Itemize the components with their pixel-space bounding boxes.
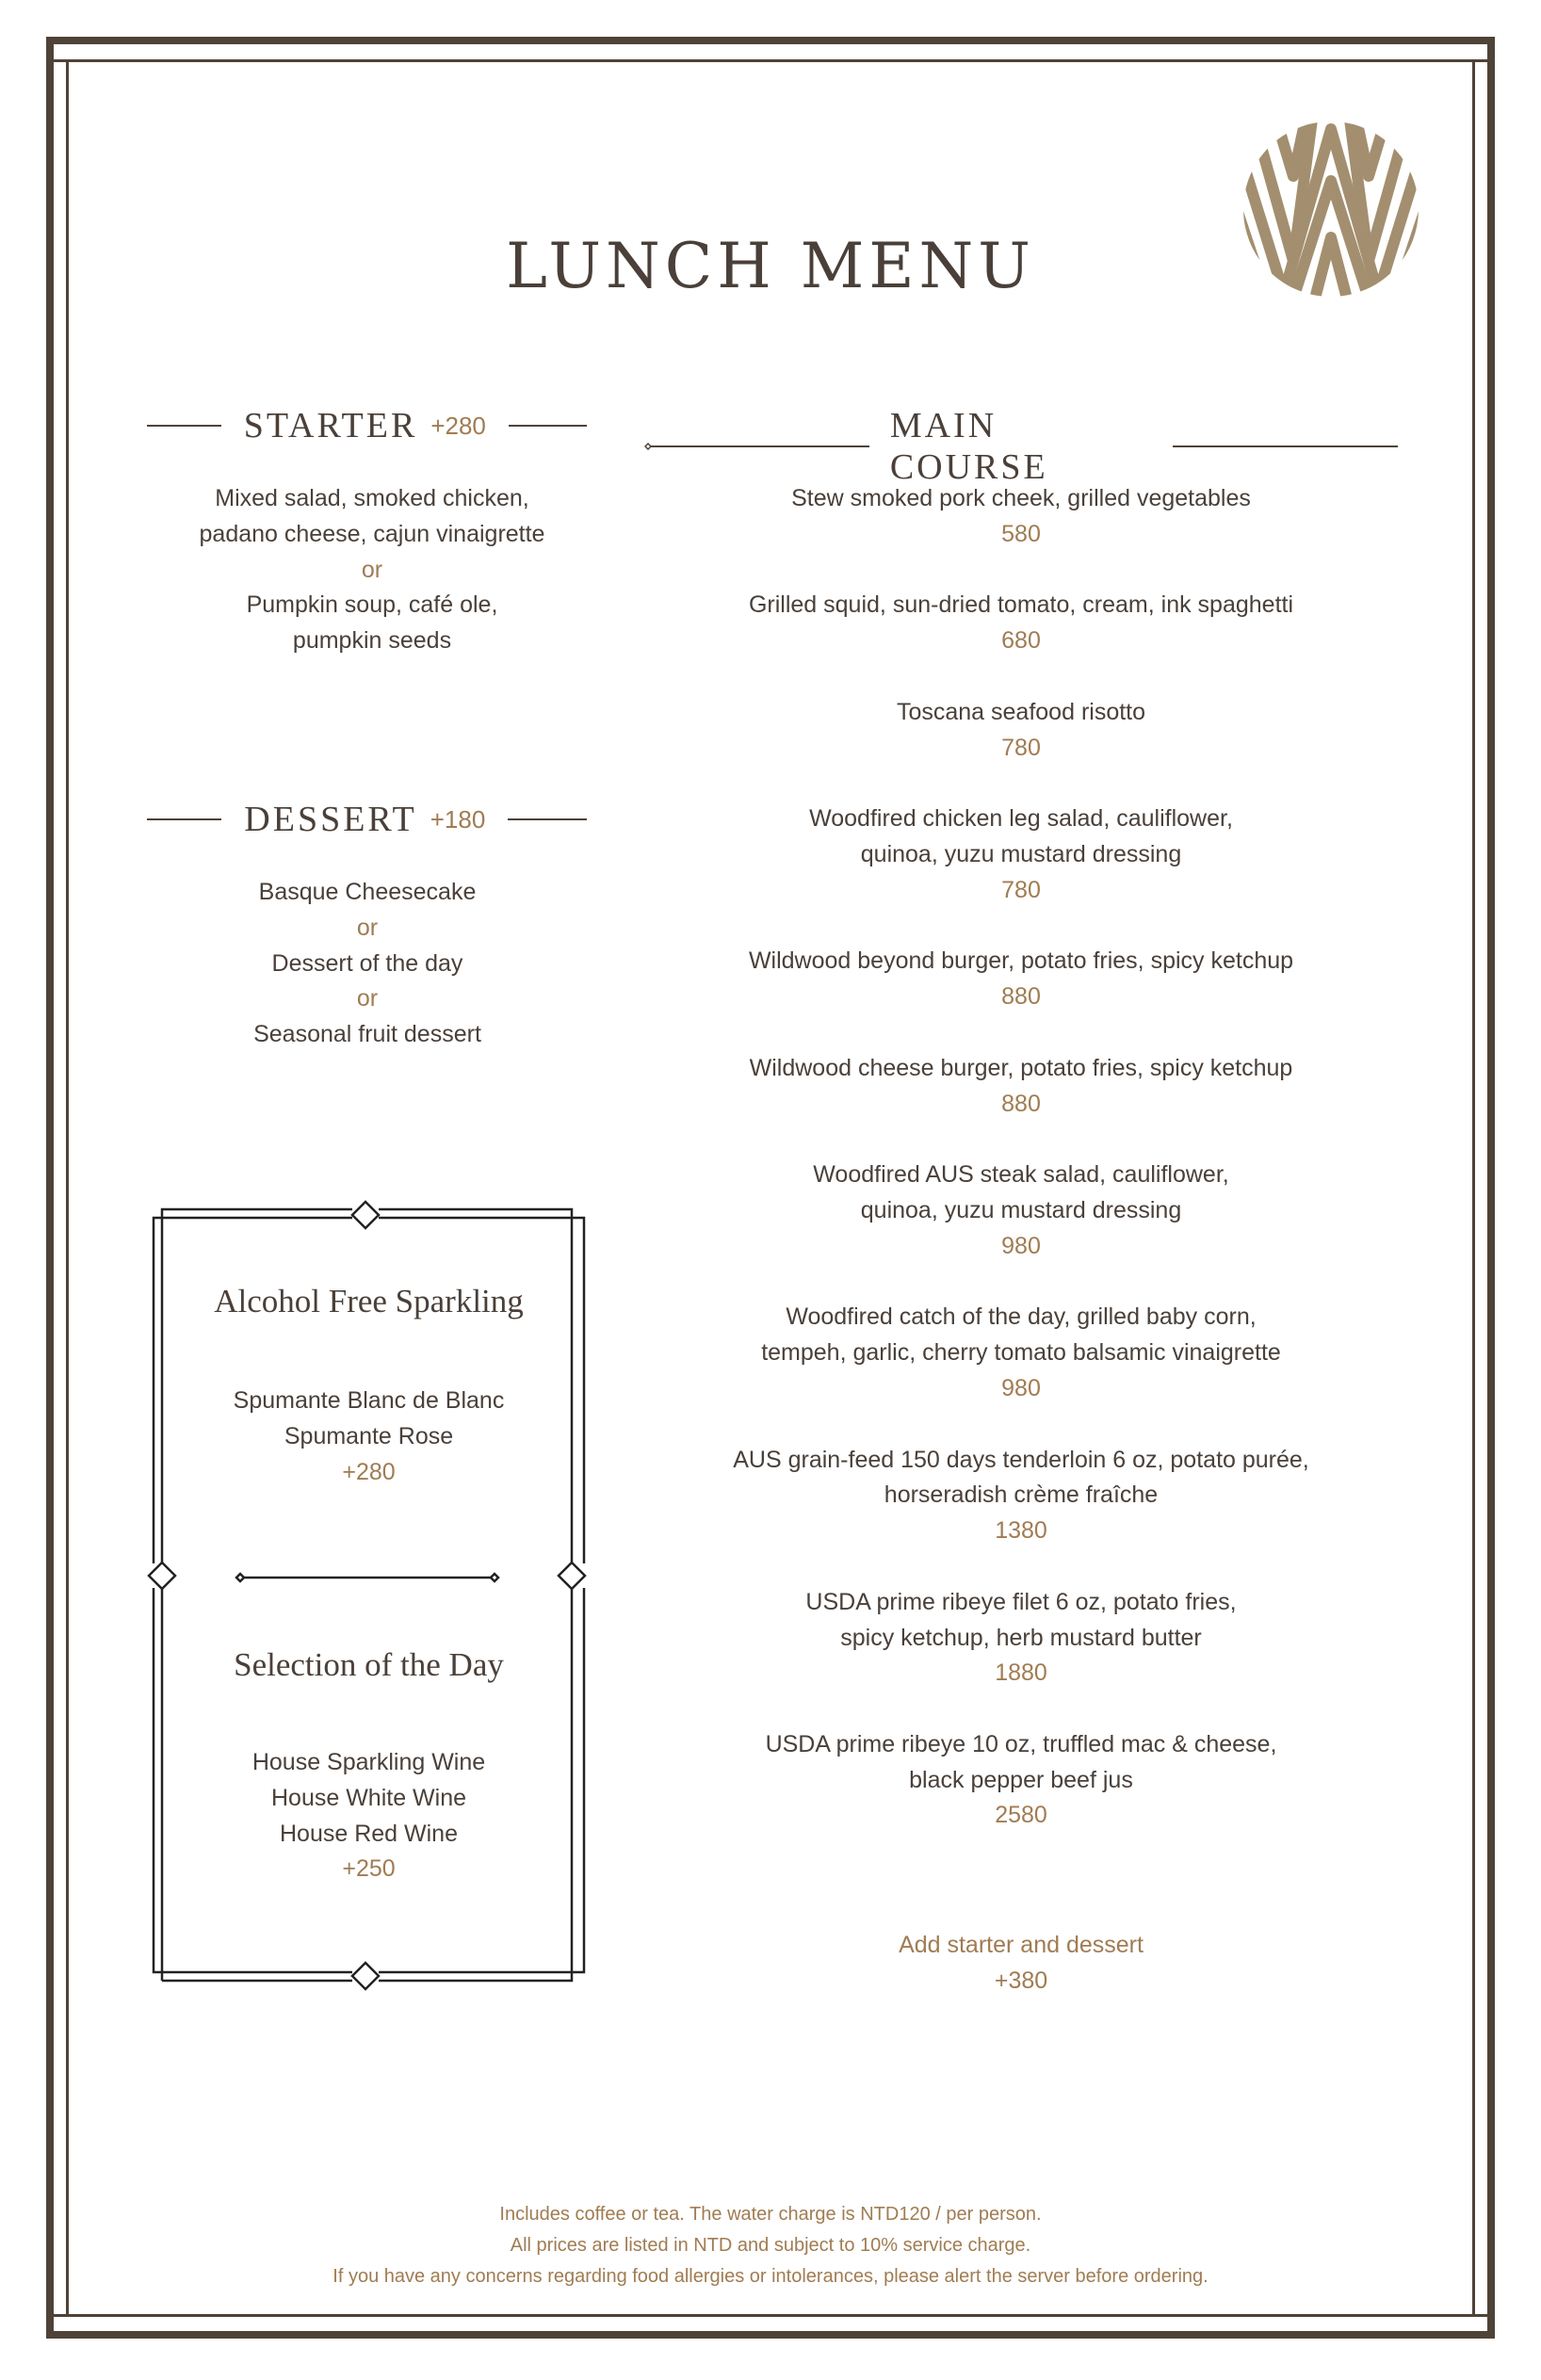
footer-line: If you have any concerns regarding food allergies or intolerances, please alert the server before ordering. [333,2266,1208,2287]
main-course-title: MAIN COURSE [889,406,1048,487]
menu-item-description: Grilled squid, sun-dried tomato, cream, ink spaghetti [748,591,1294,619]
main-course-list [691,481,1351,1870]
menu-item-description: Woodfired AUS steak salad, cauliflower, [813,1161,1229,1189]
drink-item: House Sparkling Wine [251,1749,486,1775]
menu-item [691,1158,1351,1264]
menu-item-description: AUS grain-feed 150 days tenderloin 6 oz, potato purée, [733,1446,1309,1473]
footer-notes [0,2199,1541,2292]
page-title: LUNCH MENU [506,230,1035,303]
menu-line: Seasonal fruit dessert [253,1021,481,1048]
menu-item-price: 780 [1001,876,1041,903]
footer-line: Includes coffee or tea. The water charge is NTD120 / per person. [499,2204,1042,2225]
menu-item-description: tempeh, garlic, cherry tomato balsamic vinaigrette [761,1339,1281,1367]
menu-item-description: Wildwood cheese burger, potato fries, spicy ketchup [749,1054,1293,1081]
menu-item-price: 980 [1001,1232,1041,1259]
or-separator: or [361,556,383,583]
menu-item [691,1727,1351,1834]
addon-label: Add starter and dessert [899,1932,1144,1958]
menu-item [691,481,1351,553]
sparkling-list [154,1384,584,1490]
menu-line: Dessert of the day [271,949,463,977]
menu-item-price: 1380 [995,1517,1047,1545]
drink-price: +280 [342,1458,396,1485]
menu-line: pumpkin seeds [292,627,452,655]
menu-item-description: Wildwood beyond burger, potato fries, spicy ketchup [748,947,1294,975]
menu-item-description: quinoa, yuzu mustard dressing [860,1196,1182,1223]
menu-item-description: USDA prime ribeye filet 6 oz, potato fries, [805,1588,1237,1615]
menu-item [691,1585,1351,1692]
dessert-title: DESSERT [244,800,417,839]
menu-item-description: horseradish crème fraîche [884,1481,1159,1509]
menu-item-price: 780 [1001,734,1041,761]
addon [691,1928,1351,2000]
menu-item-description: Toscana seafood risotto [896,698,1146,725]
menu-item [691,1443,1351,1549]
menu-item-description: Stew smoked pork cheek, grilled vegetables [791,485,1251,511]
menu-item [691,1051,1351,1123]
starter-title: STARTER [243,406,418,445]
menu-item-price: 880 [1001,1090,1041,1117]
divider [644,443,869,450]
menu-line: Pumpkin soup, café ole, [246,591,498,619]
menu-item-price: 980 [1001,1374,1041,1401]
menu-item-description: USDA prime ribeye 10 oz, truffled mac & cheese, [765,1730,1277,1757]
drink-item: Spumante Rose [284,1422,454,1449]
or-separator: or [356,985,379,1012]
drink-price: +250 [342,1855,396,1883]
menu-line: padano cheese, cajun vinaigrette [199,520,545,547]
menu-item [691,801,1351,908]
menu-item-description: Woodfired catch of the day, grilled baby corn, [786,1303,1257,1331]
dessert-price: +180 [430,804,486,834]
menu-item-description: black pepper beef jus [909,1766,1133,1793]
menu-line: Mixed salad, smoked chicken, [215,485,529,511]
starter-price: +280 [430,411,486,440]
selection-list [154,1745,584,1887]
logo-icon [1241,120,1420,299]
menu-line: Basque Cheesecake [258,879,477,905]
sparkling-heading: Alcohol Free Sparkling [214,1283,524,1320]
menu-item [691,944,1351,1015]
main-course-heading [644,405,1398,488]
menu-item-price: 880 [1001,983,1041,1011]
menu-item [691,1300,1351,1406]
menu-item-description: quinoa, yuzu mustard dressing [860,840,1182,867]
menu-item-price: 2580 [995,1802,1047,1829]
drink-item: House White Wine [270,1784,467,1811]
drink-item: House Red Wine [280,1820,458,1847]
menu-item-description: Woodfired chicken leg salad, cauliflower, [809,805,1233,833]
addon-price: +380 [994,1967,1048,1994]
or-separator: or [356,914,379,941]
menu-item-description: spicy ketchup, herb mustard butter [840,1624,1202,1651]
menu-item [691,695,1351,767]
menu-item [691,588,1351,659]
divider [1173,443,1398,450]
selection-heading: Selection of the Day [234,1646,504,1683]
footer-line: All prices are listed in NTD and subject to 10% service charge. [510,2235,1031,2256]
menu-item-price: 580 [1001,520,1041,547]
drink-item: Spumante Blanc de Blanc [233,1387,505,1414]
menu-item-price: 1880 [995,1660,1047,1687]
menu-item-price: 680 [1001,627,1041,655]
